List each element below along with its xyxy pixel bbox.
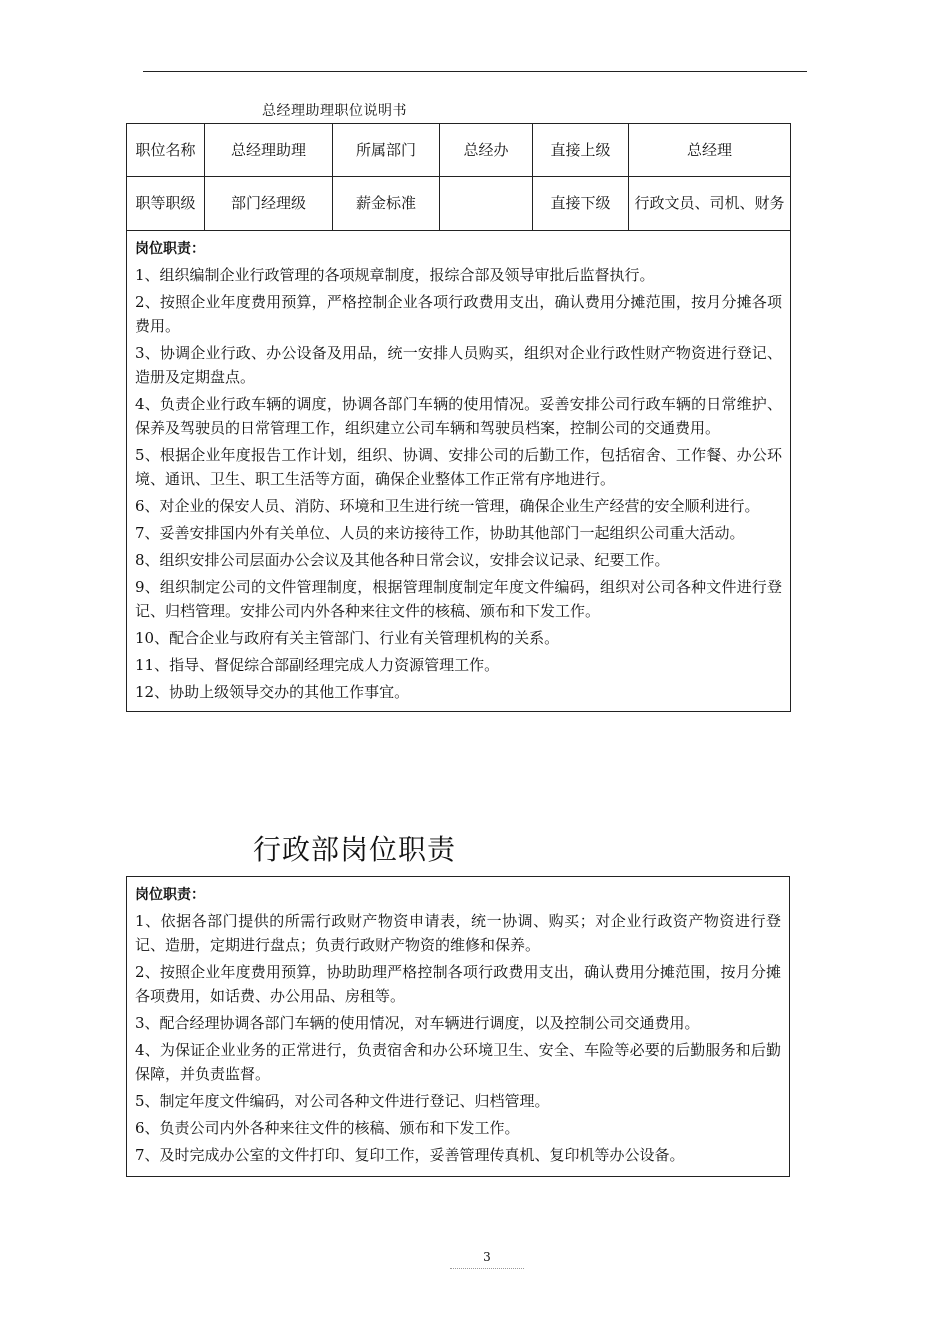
value-grade: 部门经理级	[205, 177, 333, 231]
duty-item: 1、依据各部门提供的所需行政财产物资申请表，统一协调、购买；对企业行政资产物资进行登记、造册，定期进行盘点；负责行政财产物资的维修和保养。	[135, 912, 781, 954]
job-description-table	[126, 123, 791, 712]
label-department: 所属部门	[333, 124, 440, 177]
value-direct-subordinate: 行政文员、司机、财务	[629, 177, 791, 231]
duty-item: 3、配合经理协调各部门车辆的使用情况，对车辆进行调度，以及控制公司交通费用。	[135, 1014, 700, 1032]
header-rule	[143, 71, 807, 72]
duty-item: 6、负责公司内外各种来往文件的核稿、颁布和下发工作。	[135, 1119, 520, 1137]
duty-item: 2、按照企业年度费用预算，协助助理严格控制各项行政费用支出，确认费用分摊范围，按月分摊各项费用，如话费、办公用品、房租等。	[135, 963, 781, 1005]
document-title: 总经理助理职位说明书	[262, 103, 407, 119]
label-direct-superior: 直接上级	[533, 124, 629, 177]
admin-duties-box	[126, 876, 790, 1177]
duty-item: 6、对企业的保安人员、消防、环境和卫生进行统一管理，确保企业生产经营的安全顺利进行。	[135, 497, 760, 515]
value-position-name: 总经理助理	[205, 124, 333, 177]
duty-item: 2、按照企业年度费用预算，严格控制企业各项行政费用支出，确认费用分摊范围，按月分摊各项费用。	[135, 293, 782, 335]
duty-item: 7、及时完成办公室的文件打印、复印工作，妥善管理传真机、复印机等办公设备。	[135, 1146, 685, 1164]
label-position-name: 职位名称	[127, 124, 205, 177]
duty-item: 5、制定年度文件编码，对公司各种文件进行登记、归档管理。	[135, 1092, 550, 1110]
duties-heading: 岗位职责：	[135, 887, 205, 903]
label-grade: 职等职级	[127, 177, 205, 231]
value-department: 总经办	[440, 124, 533, 177]
footer-rule	[450, 1268, 524, 1269]
duty-item: 10、配合企业与政府有关主管部门、行业有关管理机构的关系。	[135, 629, 560, 647]
label-salary-standard: 薪金标准	[333, 177, 440, 231]
duty-item: 4、负责企业行政车辆的调度，协调各部门车辆的使用情况。妥善安排公司行政车辆的日常维护、保养及驾驶员的日常管理工作，组织建立公司车辆和驾驶员档案，控制公司的交通费用。	[135, 395, 782, 437]
duty-item: 4、为保证企业业务的正常进行，负责宿舍和办公环境卫生、安全、车险等必要的后勤服务和后勤保障，并负责监督。	[135, 1041, 781, 1083]
page-number: 3	[483, 1250, 491, 1264]
duty-item: 11、指导、督促综合部副经理完成人力资源管理工作。	[135, 656, 500, 674]
table-row	[127, 177, 791, 231]
section-title: 行政部岗位职责	[253, 833, 457, 866]
duty-item: 3、协调企业行政、办公设备及用品，统一安排人员购买，组织对企业行政性财产物资进行登记、造册及定期盘点。	[135, 344, 782, 386]
label-direct-subordinate: 直接下级	[533, 177, 629, 231]
duties-cell	[127, 231, 791, 712]
duty-item: 5、根据企业年度报告工作计划，组织、协调、安排公司的后勤工作，包括宿舍、工作餐、办公环境、通讯、卫生、职工生活等方面，确保企业整体工作正常有序地进行。	[135, 446, 782, 488]
duties-heading: 岗位职责：	[135, 241, 205, 257]
table-row	[127, 231, 791, 712]
duty-item: 8、组织安排公司层面办公会议及其他各种日常会议，安排会议记录、纪要工作。	[135, 551, 670, 569]
table-row	[127, 124, 791, 177]
duty-item: 1、组织编制企业行政管理的各项规章制度，报综合部及领导审批后监督执行。	[135, 266, 655, 284]
value-salary-standard	[440, 177, 533, 231]
duty-item: 12、协助上级领导交办的其他工作事宜。	[135, 683, 410, 701]
value-direct-superior: 总经理	[629, 124, 791, 177]
duty-item: 7、妥善安排国内外有关单位、人员的来访接待工作，协助其他部门一起组织公司重大活动。	[135, 524, 745, 542]
duty-item: 9、组织制定公司的文件管理制度，根据管理制度制定年度文件编码，组织对公司各种文件进行登记、归档管理。安排公司内外各种来往文件的核稿、颁布和下发工作。	[135, 578, 782, 620]
